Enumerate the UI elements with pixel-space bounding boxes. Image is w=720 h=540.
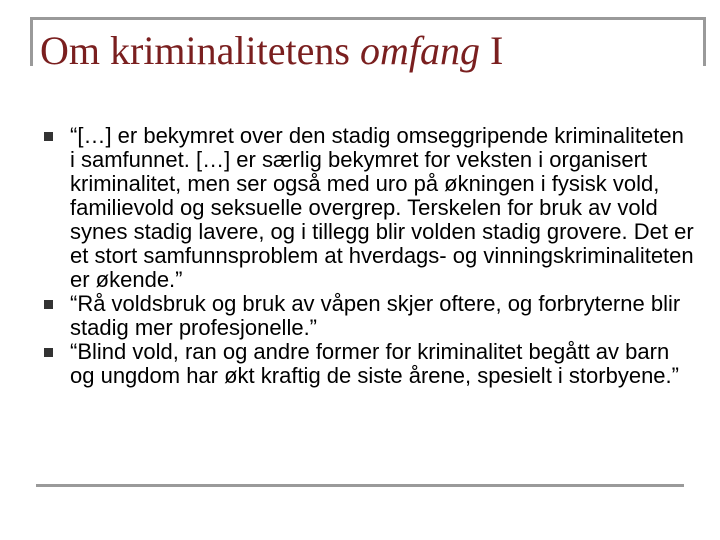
frame-bottom-rule — [36, 484, 684, 487]
slide-title-main: Om kriminalitetens — [40, 28, 360, 73]
frame-top-rule — [30, 17, 706, 20]
bullet-item-1 — [44, 124, 694, 292]
slide-title — [40, 28, 503, 74]
slide-title-suffix: I — [479, 28, 504, 73]
bullet-text: “Blind vold, ran og andre former for kriminalitet begått av barn og ungdom har økt kraftig de siste årene, spesielt i storbyene.” — [70, 339, 679, 388]
bullet-text: “Rå voldsbruk og bruk av våpen skjer oftere, og forbryterne blir stadig mer profesjonelle.” — [70, 291, 681, 340]
bullet-list — [44, 124, 694, 388]
frame-left-rule — [30, 17, 33, 66]
slide-title-emphasis: omfang — [359, 28, 480, 73]
bullet-text: “[…] er bekymret over den stadig omseggripende kriminaliteten i samfunnet. […] er særlig bekymret for veksten i organisert kriminalitet, men ser også med uro på økningen i fysisk vold, familievold og seksuelle overgrep. Terskelen for bruk av vold synes stadig lavere, og i tillegg blir volden stadig grovere. Det er et stort samfunnsproblem at hverdags- og vinningskriminaliteten er økende.” — [70, 123, 694, 292]
square-bullet-icon — [44, 300, 53, 309]
bullet-item-2 — [44, 292, 694, 340]
square-bullet-icon — [44, 132, 53, 141]
frame-right-rule — [703, 17, 706, 66]
bullet-item-3 — [44, 340, 694, 388]
square-bullet-icon — [44, 348, 53, 357]
